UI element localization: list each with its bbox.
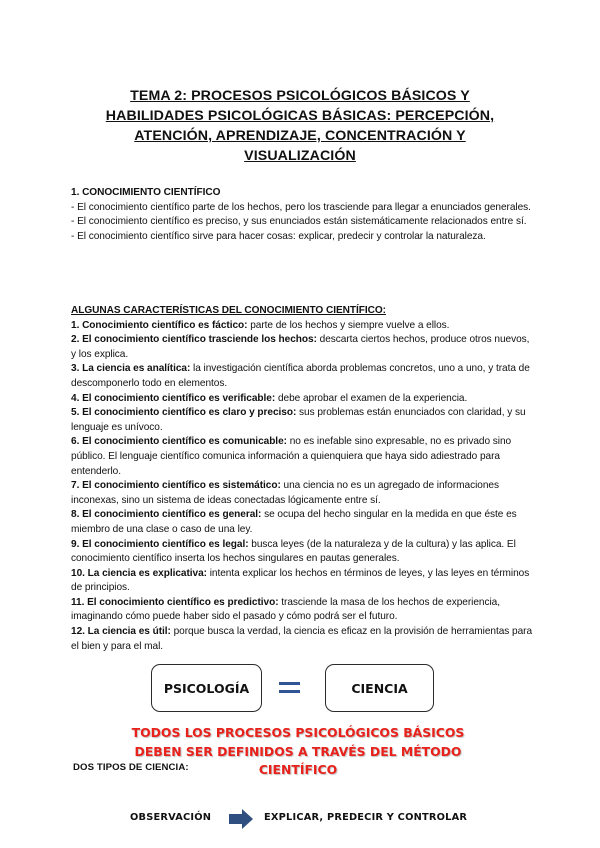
list-item bbox=[71, 567, 533, 596]
list-item: - El conocimiento científico sirve para hacer cosas: explicar, predecir y controlar la naturaleza. bbox=[71, 230, 486, 242]
list-item bbox=[71, 319, 533, 334]
section-conocimiento-cientifico bbox=[71, 186, 533, 244]
list-item bbox=[71, 362, 533, 391]
item-text: descarta ciertos hechos, produce otros nuevos, y los explica. bbox=[71, 334, 530, 360]
section-heading: ALGUNAS CARACTERÍSTICAS DEL CONOCIMIENTO CIENTÍFICO: bbox=[71, 305, 386, 316]
scientific-method-note bbox=[118, 724, 478, 780]
note-line: CIENTÍFICO bbox=[258, 762, 338, 777]
item-text: la investigación científica aborda problemas concretos, uno a uno, y trata de descomponerlo todo en elementos. bbox=[71, 363, 530, 389]
item-lead: 11. El conocimiento científico es predictivo: bbox=[71, 596, 279, 608]
list-item bbox=[71, 406, 533, 435]
list-item: - El conocimiento científico es preciso, y sus enunciados están sistemáticamente relacionados entre sí. bbox=[71, 216, 527, 228]
list-item bbox=[71, 333, 533, 362]
item-lead: 9. El conocimiento científico es legal: bbox=[71, 538, 249, 550]
item-text: intenta explicar los hechos en términos de leyes, y las leyes en términos de principios. bbox=[71, 567, 530, 594]
item-lead: 2. El conocimiento científico trasciende los hechos: bbox=[71, 334, 317, 346]
list-item bbox=[71, 479, 533, 508]
flow-explicar: EXPLICAR, PREDECIR Y CONTROLAR bbox=[264, 812, 468, 823]
item-text: se ocupa del hecho singular en la medida en que éste es miembro de una clase o caso de una ley. bbox=[71, 509, 517, 535]
item-lead: 5. El conocimiento científico es claro y preciso: bbox=[71, 407, 297, 419]
item-lead: 8. El conocimiento científico es general: bbox=[71, 509, 262, 521]
item-text: parte de los hechos y siempre vuelve a ellos. bbox=[247, 319, 450, 331]
item-text: busca leyes (de la naturaleza y de la cultura) y las aplica. El conocimiento científico inserta los hechos singulares en pautas generales. bbox=[71, 538, 516, 565]
equals-bar-top bbox=[279, 682, 300, 685]
equals-bar-bottom bbox=[279, 690, 300, 693]
section-caracteristicas bbox=[71, 304, 533, 654]
title-line: ATENCIÓN, APRENDIZAJE, CONCENTRACIÓN Y bbox=[134, 128, 466, 144]
right-arrow-icon bbox=[228, 808, 254, 830]
list-item bbox=[71, 596, 533, 625]
page-title bbox=[80, 86, 520, 166]
equals-icon bbox=[279, 682, 300, 698]
item-lead: 3. La ciencia es analítica: bbox=[71, 363, 191, 375]
list-item bbox=[71, 508, 533, 537]
item-lead: 12. La ciencia es útil: bbox=[71, 626, 171, 638]
title-line: TEMA 2: PROCESOS PSICOLÓGICOS BÁSICOS Y bbox=[130, 88, 470, 104]
item-text: trasciende la masa de los hechos de experiencia, imaginando cómo puede haber sido el pasado y cómo podrá ser el futuro. bbox=[71, 596, 500, 623]
item-lead: 1. Conocimiento científico es fáctico: bbox=[71, 319, 248, 331]
list-item bbox=[71, 435, 533, 479]
list-item bbox=[71, 625, 533, 654]
item-text: no es inefable sino expresable, no es privado sino público. El lenguaje científico comunica información a quienquiera que haya sido adiestrado para entenderlo. bbox=[71, 436, 512, 477]
item-text: porque busca la verdad, la ciencia es eficaz en la provisión de herramientas para el bien y para el mal. bbox=[71, 626, 533, 652]
section-heading: 1. CONOCIMIENTO CIENTÍFICO bbox=[71, 187, 221, 198]
psicologia-box: PSICOLOGÍA bbox=[151, 664, 262, 712]
item-text: una ciencia no es un agregado de informaciones inconexas, sino un sistema de ideas conectadas lógicamente entre sí. bbox=[71, 480, 499, 506]
list-item: - El conocimiento científico parte de los hechos, pero los trasciende para llegar a enunciados generales. bbox=[71, 201, 531, 213]
list-item bbox=[71, 392, 533, 407]
title-line: VISUALIZACIÓN bbox=[244, 148, 356, 164]
list-item bbox=[71, 538, 533, 567]
note-line: TODOS LOS PROCESOS PSICOLÓGICOS BÁSICOS bbox=[131, 725, 465, 740]
item-lead: 7. El conocimiento científico es sistemático: bbox=[71, 480, 281, 492]
item-text: debe aprobar el examen de la experiencia. bbox=[275, 392, 468, 404]
ciencia-box: CIENCIA bbox=[325, 664, 434, 712]
item-lead: 10. La ciencia es explicativa: bbox=[71, 567, 207, 579]
item-lead: 4. El conocimiento científico es verificable: bbox=[71, 392, 276, 404]
flow-observacion: OBSERVACIÓN bbox=[130, 812, 212, 823]
item-lead: 6. El conocimiento científico es comunicable: bbox=[71, 436, 287, 448]
types-label: DOS TIPOS DE CIENCIA: bbox=[73, 762, 189, 773]
title-line: HABILIDADES PSICOLÓGICAS BÁSICAS: PERCEPCIÓN, bbox=[105, 108, 495, 124]
item-text: sus problemas están enunciados con claridad, y su lenguaje es unívoco. bbox=[71, 407, 526, 433]
note-line: DEBEN SER DEFINIDOS A TRAVÉS DEL MÉTODO bbox=[134, 743, 462, 759]
